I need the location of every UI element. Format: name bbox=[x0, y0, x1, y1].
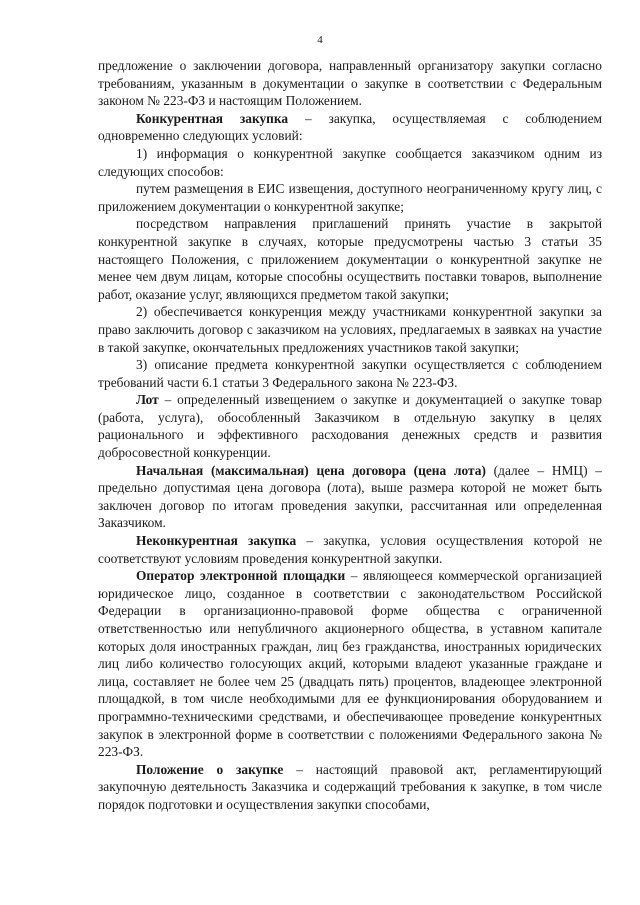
paragraph-text: – закупка, условия осуществления которой не соответствуют условиям проведения конкурентной закупки. bbox=[98, 533, 603, 566]
paragraph-text: предложение о заключении договора, направленный организатору закупки согласно требованиям, указанным в документации о закупке в соответствии с Федеральным законом № 223-ФЗ и настоящим Положением. bbox=[98, 58, 602, 109]
paragraph-text: – закупка, осуществляемая с соблюдением одновременно следующих условий: bbox=[98, 110, 602, 144]
condition-2 bbox=[98, 303, 602, 356]
paragraph-text: – определенный извещением о закупке и документацией о закупке товар (работа, услуга), обособленный Заказчиком в отдельную закупку в целях рационального и эффективного расходования денежных средств и развития добросовестной конкуренции. bbox=[98, 392, 602, 461]
term: Начальная (максимальная) цена договора (цена лота) bbox=[136, 462, 486, 478]
definition-platform-operator bbox=[98, 567, 602, 761]
paragraph-text: посредством направления приглашений принять участие в закрытой конкурентной закупке в случаях, которые предусмотрены частью 3 статьи 35 настоящего Положения, с приложением документации о конкурентной закупке не менее чем двум лицам, которые способны осуществить поставки товаров, выполнение работ, оказание услуг, являющихся предметом такой закупки; bbox=[98, 216, 602, 302]
term: Конкурентная закупка bbox=[136, 110, 289, 126]
definition-competitive-procurement bbox=[98, 110, 602, 145]
definition-lot bbox=[98, 391, 602, 461]
paragraph-text: путем размещения в ЕИС извещения, доступного неограниченному кругу лиц, с приложением документации о конкурентной закупке; bbox=[98, 181, 602, 214]
term: Оператор электронной площадки bbox=[136, 568, 346, 584]
method-invitations bbox=[98, 215, 602, 303]
paragraph-text: 2) обеспечивается конкуренция между участниками конкурентной закупки за право заключить договор с заказчиком на условиях, предлагаемых в заявках на участие в такой закупке, окончательных предложениях участников такой закупки; bbox=[98, 304, 602, 355]
document-body bbox=[98, 57, 602, 814]
paragraph-text: – являющееся коммерческой организацией юридическое лицо, созданное в соответствии с законодательством Российской Федерации в организационно-правовой форме общества с ограниченной ответственностью или непубличного акционерного общества, в уставном капитале которых доля иностранных граждан, лиц без гражданства, иностранных юридических лиц либо количество голосующих акций, которыми владеют указанные граждане и лица, составляет не более чем 25 (двадцать пять) процентов, владеющее электронной площадкой, в том числе необходимыми для ее функционирования оборудованием и программно-техническими средствами, и обеспечивающее проведение конкурентных закупок в электронной форме в соответствии с положениями Федерального закона № 223-ФЗ. bbox=[98, 568, 602, 760]
paragraph-text: – настоящий правовой акт, регламентирующий закупочную деятельность Заказчика и содержащий требования к закупке, в том числе порядок подготовки и осуществления закупки способами, bbox=[98, 761, 603, 812]
paragraph-text: 1) информация о конкурентной закупке сообщается заказчиком одним из следующих способов: bbox=[98, 145, 602, 179]
definition-procurement-regulation bbox=[98, 761, 602, 814]
paragraph-text: (далее – НМЦ) – предельно допустимая цена договора (лота), выше размера которой не может быть заключен договор по итогам проведения закупки, рассчитанная или определенная Заказчиком. bbox=[98, 462, 602, 531]
method-eis bbox=[98, 180, 602, 215]
definition-initial-price bbox=[98, 462, 602, 532]
paragraph-continuation bbox=[98, 57, 602, 110]
condition-3 bbox=[98, 356, 602, 391]
term: Положение о закупке bbox=[136, 761, 284, 777]
page-number: 4 bbox=[317, 34, 323, 46]
term: Лот bbox=[136, 392, 159, 408]
definition-noncompetitive-procurement bbox=[98, 532, 602, 567]
condition-1 bbox=[98, 145, 602, 180]
term: Неконкурентная закупка bbox=[136, 533, 297, 549]
paragraph-text: 3) описание предмета конкурентной закупки осуществляется с соблюдением требований части 6.1 статьи 3 Федерального закона № 223-ФЗ. bbox=[98, 357, 602, 390]
